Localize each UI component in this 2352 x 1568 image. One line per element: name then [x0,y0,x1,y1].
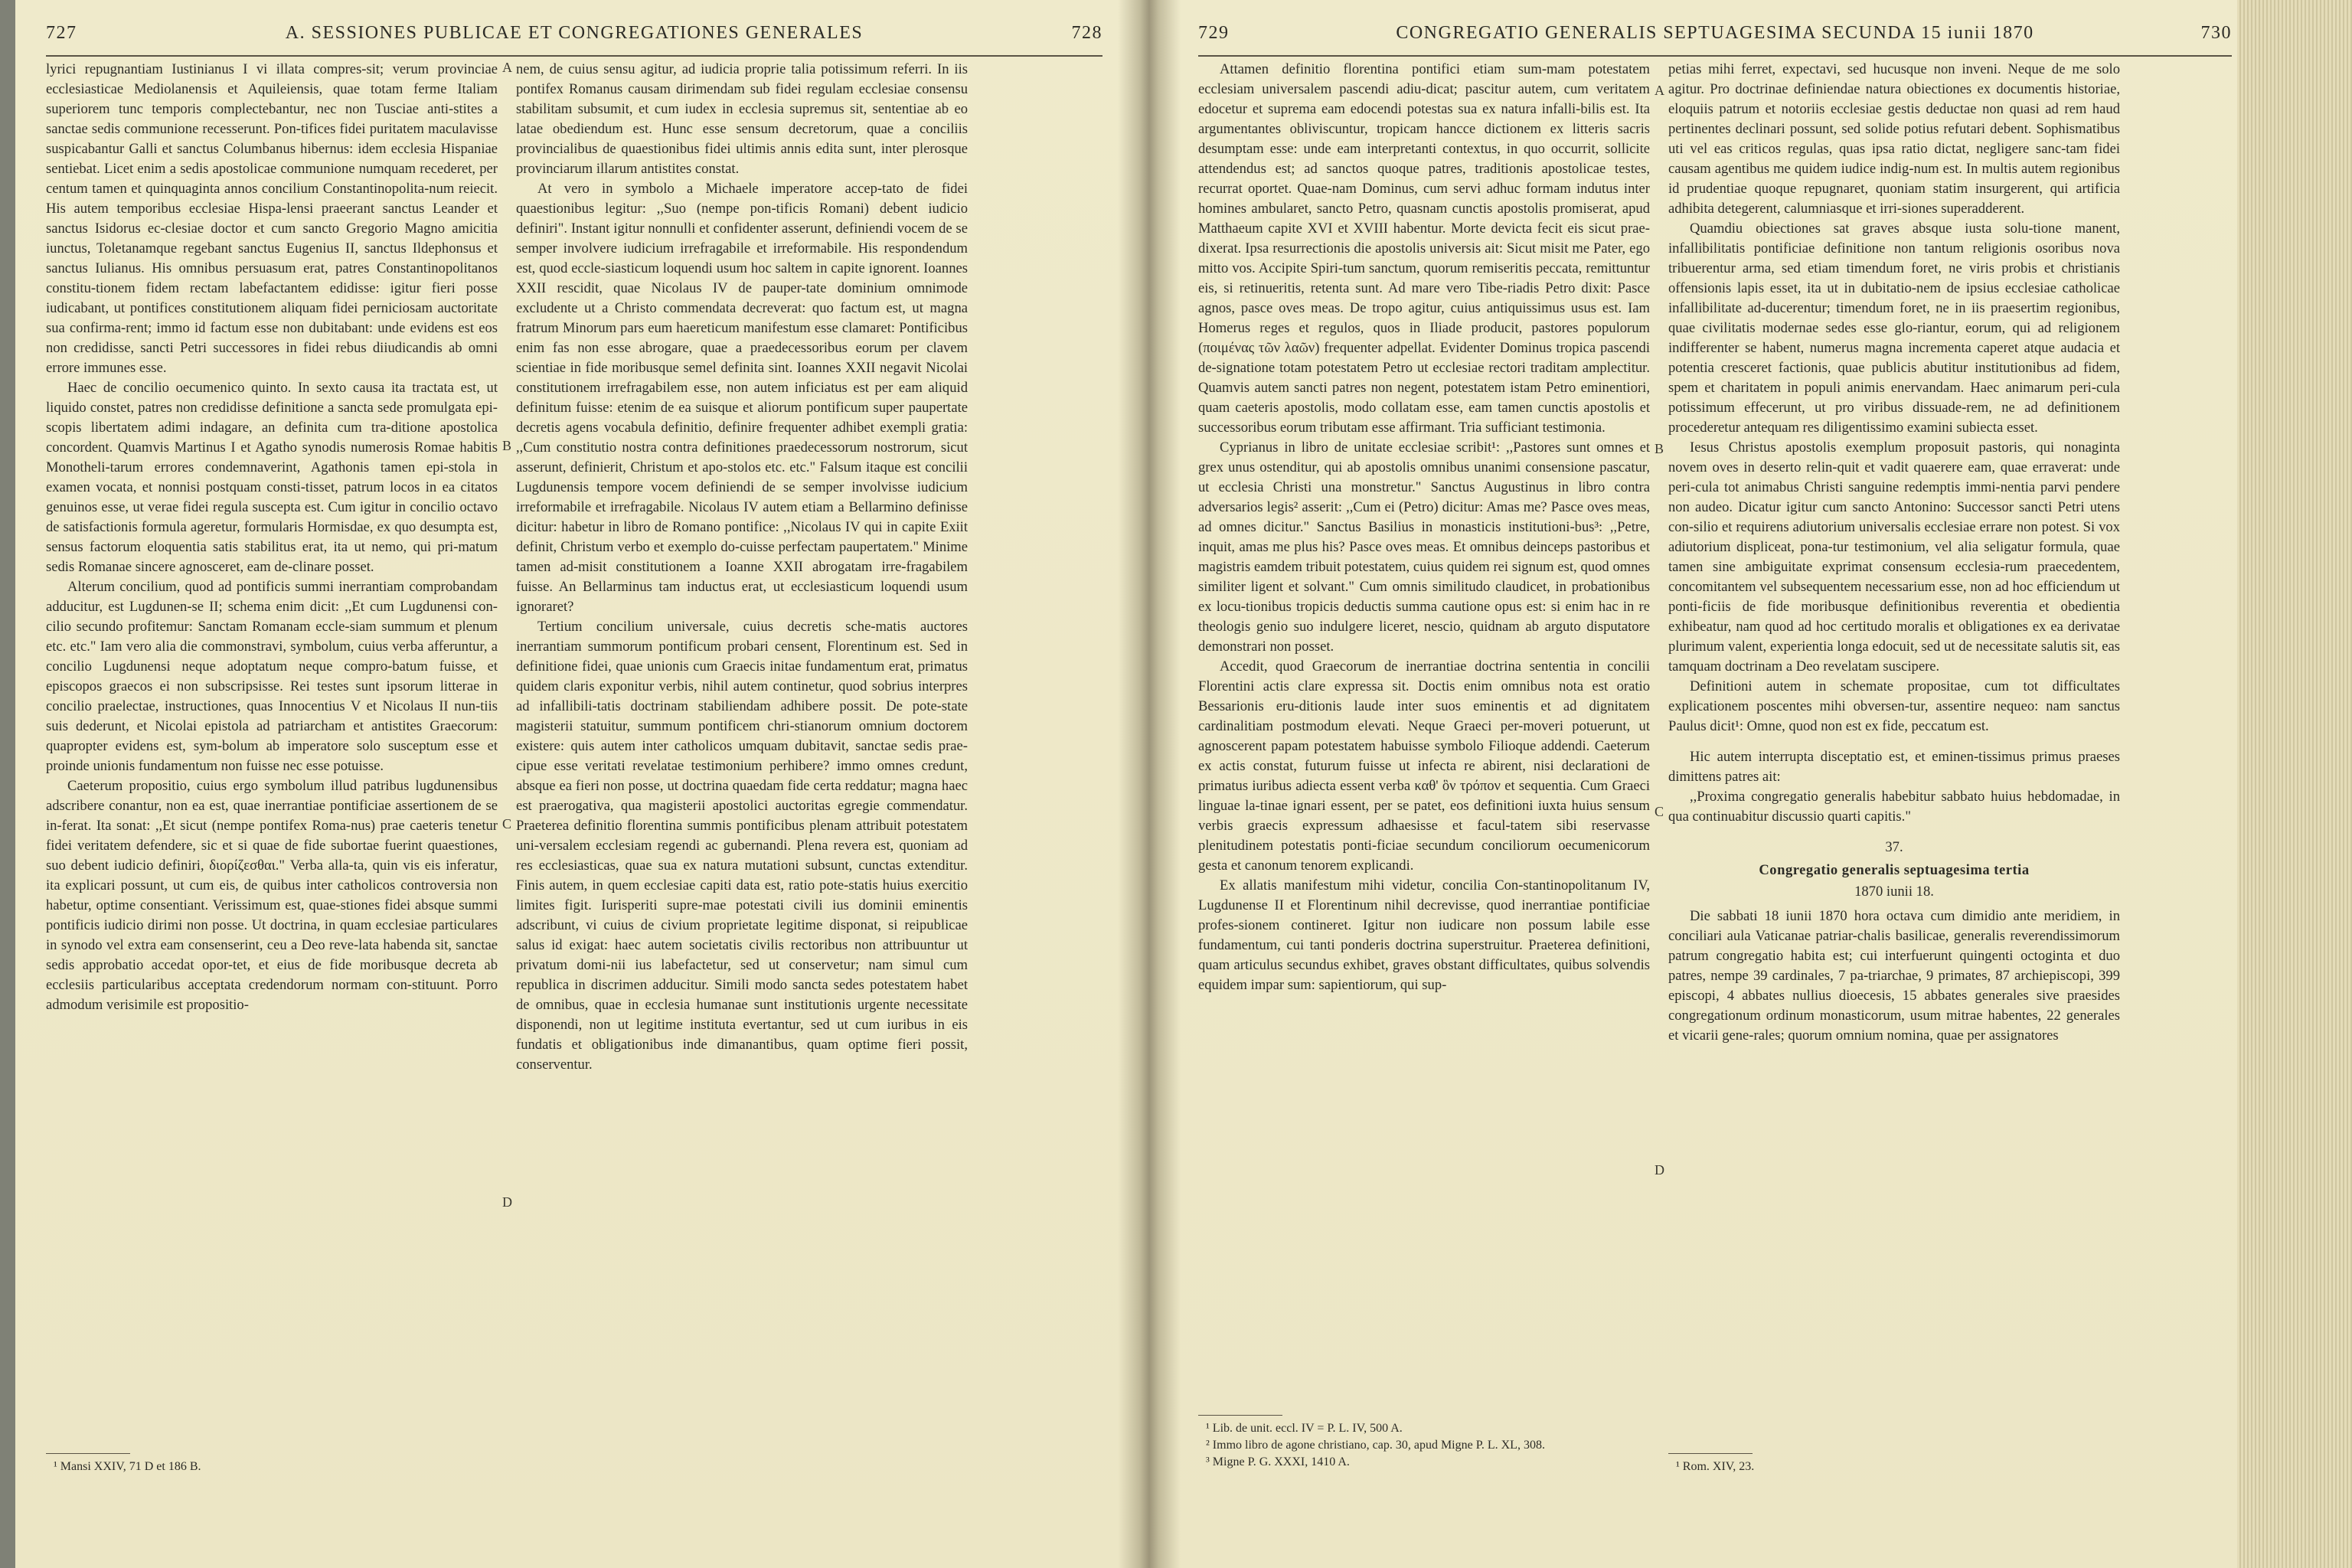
left-page [46,0,1102,1568]
running-title: CONGREGATIO GENERALIS SEPTUAGESIMA SECUNDA 15 iunii 1870 [1396,23,2034,43]
book-spread [15,0,2352,1568]
text-column-1 [46,60,498,1015]
footnote: ¹ Mansi XXIV, 71 D et 186 B. [54,1460,201,1473]
paragraph: petias mihi ferret, expectavi, sed hucusque non inveni. Neque de me solo agitur. Pro doctrinae definiendae natura obiectiones ex documentis historiae, eloquiis patrum et notoriis ecclesiae gestis deductae non quasi ad rem haud pertinentes declinari possunt, sed solide potius refutari debent. Sophismatibus uti vel eas criticos regulas, quas ipsa ratio dictat, negligere sanc-tam fidei causam agentibus me quidem iudice indig-num est. In multis autem regionibus id prudentiae quoque repugnaret, quoniam statim insurgerent, qui artificia adhibita detegerent, calumniasque et irri-siones superadderent. [1668,61,2120,217]
running-head [1198,23,2232,54]
paragraph: Die sabbati 18 iunii 1870 hora octava cum dimidio ante meridiem, in conciliari aula Vaticanae patriar-chalis basilicae, generalis reverendissimorum patrum congregatio habita est; cui interfuerunt quingenti octoginta et duo patres, nempe 39 cardinales, 7 pa-triarchae, 9 primates, 87 archiepiscopi, 399 episcopi, 4 abbates nullius dioecesis, 15 abbates generales sive praesides congregationum ordinum monasticorum, usum mitrae habentes, 22 generales et vicarii gene-rales; quorum omnium nomina, quae per assignatores [1668,908,2120,1044]
footnote: ¹ Lib. de unit. eccl. IV = P. L. IV, 500 A. [1206,1422,1403,1435]
running-head [46,23,1102,54]
paragraph: Cyprianus in libro de unitate ecclesiae scribit¹: ,,Pastores sunt omnes et grex unus ostenditur, qui ab apostolis omnibus unanimi consensione pascatur, ut ecclesia Christi una monstretur." Sanctus Augustinus in libro contra adversarios legis² asserit: ,,Cum ei (Petro) dicitur: Amas me? Pasce oves meas, ad omnes dicitur." Sanctus Basilius in monasticis institutioni-bus³: ,,Petre, inquit, amas me plus his? Pasce oves meas. Et omnibus deinceps pastoribus et magistris eamdem tribuit potestatem, cuius quidem rei signum est, quod omnes similiter ligent et solvant." Cum omnis similitudo claudicet, in probationibus ex locu-tionibus tropicis deductis summa cautione opus est: si enim hac in re theologis genio suo indulgere liceret, nescio, quidnam ab arguto disputatore demonstrari non posset. [1198,439,1650,655]
page-number: 729 [1198,23,1230,43]
margin-letter: C [1655,804,1664,819]
footnote: ² Immo libro de agone christiano, cap. 30, apud Migne P. L. XL, 308. [1206,1439,1545,1452]
text-column-2 [516,60,968,1075]
paragraph: Caeterum propositio, cuius ergo symbolum illud patribus lugdunensibus adscribere conantur, non ea est, quae inerrantiae pontificiae assertionem de se in-ferat. Ita sonat: ,,Et sicut (nempe pontifex Roma-nus) prae caeteris tenetur fidei veritatem defendere, sic et si quae de fide subortae fuerint quaestiones, suo debent iudicio definiri, διορίζεσθαι." Verba alla-ta, quin vis eis inferatur, ita explicari possunt, ut cum eis, de quibus inter catholicos controversia non habetur, optime consentiant. Verissimum est, quae-stiones fidei absque summi pontificis iudicio dirimi non posse. Ut doctrina, in quam ecclesiae particulares in synodo vel extra eam consenserint, ceu a Deo reve-lata habenda sit, sanctae sedis approbatio accedat opor-tet, et eius de fide moribusque decreta ab ecclesiis particularibus acceptata credendorum normam con-stituunt. Porro admodum verisimile est propositio- [46,778,498,1013]
margin-letter: B [1655,441,1664,456]
paragraph: Attamen definitio florentina pontifici etiam sum-mam potestatem ecclesiam universalem pascendi adiu-dicat; pascitur autem, cum veritatem edocetur et suprema eam edocendi potestas sua ex natura infalli-bilis est. Ita argumentantes obliviscuntur, tropicam hancce dictionem ex litteris sacris desumptam esse: unde eam interpretanti contextus, in quo occurrit, sollicite attendendus est; ad sanctos quoque patres, traditionis apostolicae testes, recurrat oportet. Quae-nam Dominus, cum servi adhuc formam indutus inter homines ambularet, sancto Petro, quasnam cunctis apostolis promiserat, apud Matthaeum capite XVI et XVIII habentur. Morte devicta fecit eis sicut prae-dixerat. Ipsa resurrectionis die apostolis universis ait: Sicut misit me Pater, ego mitto vos. Accipite Spiri-tum sanctum, quorum remiseritis peccata, remittuntur eis, si retinueritis, retenta sunt. Ad mare vero Tibe-riadis Petro dixit: Pasce agnos, pasce oves meas. De tropo agitur, cuius antiquissimus usus est. Iam Homerus reges et regulos, quos in Iliade producit, pastores populorum (ποιμένας τῶν λαῶν) frequenter adpellat. Evidenter Dominus tropica pascendi de-signatione totam potestatem Petro ut ecclesiae rectori traditam amplectitur. Quamvis autem sancti patres non negent, potestatem istam Petro eminentiori, quam caeteris apostolis, modo collatam esse, eam tamen cunctis apostolis et successoribus eorum tributam esse affirmant. Tria sufficiant testimonia. [1198,61,1650,436]
paragraph: Alterum concilium, quod ad pontificis summi inerrantiam comprobandam adducitur, est Lugdunen-se II; schema enim dicit: ,,Et cum Lugdunensi con-cilio secundo profitemur: Sanctam Romanam eccle-siam summum et plenum etc. etc." Iam vero alia die commonstravi, symbolum, cuius verba afferuntur, a concilio Lugdunensi neque adoptatum neque compro-batum fuisse, et episcopos graecos ei non subscripsisse. Rei testes sunt ipsorum litterae in concilio praelectae, instructiones, quas Innocentius V et Nicolaus II nun-tiis suis dederunt, et Nicolai epistola ad patriarcham et antistites Graecorum: quapropter evidens est, sym-bolum ab imperatore solo susceptum esse et proinde unionis fundamentum non fuisse nec esse potuisse. [46,579,498,774]
section-date: 1870 iunii 18. [1854,884,1934,900]
text-column-2 [1668,60,2120,1046]
page-number: 728 [1071,23,1102,43]
paragraph: Quamdiu obiectiones sat graves absque iusta solu-tione manent, infallibilitatis pontificiae definitione non tantum religionis osoribus nova tribuerentur arma, sed etiam timendum foret, ne viris probis et christianis offensionis lapis esset, ita ut in dubitatio-nem de ipsius ecclesiae catholicae infallibilitate ad-ducerentur; timendum foret, ne in iis praesertim regionibus, quae civilitatis modernae sedes esse glo-riantur, eorum, qui ad religionem indifferenter se habent, numerus magna incrementa caperet atque audacia et potentia cresceret factionis, quae publicis abutitur institutionibus ad fidem, spem et charitatem in populi animis enervandam. Haec animarum peri-cula potissimum effecerunt, ut pro viribus dissuade-rem, ne ad definitionem procederetur antequam res diligentissimo examini subiecta esset. [1668,220,2120,436]
margin-letter: C [502,816,512,831]
margin-letter: B [502,438,512,453]
paragraph: Definitioni autem in schemate propositae, cum tot difficultates explicationem poscentes mihi obversen-tur, assentire nequeo: nam sanctus Paulus dicit¹: Omne, quod non est ex fide, peccatum est. [1668,678,2120,734]
margin-letter: A [502,60,512,75]
footnote: ³ Migne P. G. XXXI, 1410 A. [1206,1455,1350,1468]
margin-letter: D [1655,1162,1664,1178]
footnotes [1206,1420,1642,1471]
footnote-rule [1668,1453,1753,1454]
section-number: 37. [1885,839,1903,855]
page-edges [2237,0,2352,1568]
section-title: Congregatio generalis septuagesima tertia [1759,862,2030,878]
paragraph: nem, de cuius sensu agitur, ad iudicia proprie talia potissimum referri. In iis pontifex Romanus causam dirimendam sub fidei regulam ecclesiae consensu stabilitam subsumit, et cum iudex in ecclesia supremus sit, sententiae ab eo latae obediendum est. Hunc esse sensum decretorum, quae a conciliis provincialibus de quaestionibus fidei ultimis annis edita sunt, inter plerosque provinciarum illarum antistites constat. [516,61,968,177]
margin-letter: A [1655,83,1664,98]
text-column-1 [1198,60,1650,995]
margin-letter: D [502,1194,512,1210]
page-number: 730 [2200,23,2232,43]
paragraph: Tertium concilium universale, cuius decretis sche-matis auctores inerrantiam summorum pontificum probari censent, Florentinum est. Sed in definitione fidei, quae unionis cum Graecis initae fundamentum erat, primatus quidem claris exponitur verbis, nihil autem continetur, quod sobrius interpres ad infallibili-tatis doctrinam stabiliendam adhibere possit. De pote-state magisterii statuitur, summum pontificem chri-stianorum omnium doctorem existere: quis autem inter catholicos umquam dubitavit, sanctae sedis prae-cipue esse veritati revelatae testimonium perhibere? immo omnes credunt, absque ea fieri non posse, ut doctrina quaedam fide certa reddatur; magna haec est praerogativa, qua magisterii apostolici auctoritas egregie commendatur. Praeterea definitio florentina summis pontificibus plenam attribuit potestatem uni-versalem ecclesiam regendi ac gubernandi. Plena revera est, quoniam ad res ecclesiasticas, quae sua ex natura mutationi subsunt, cunctas extenditur. Finis autem, in quem ecclesiae capiti data est, ratio pote-statis huius exercitio limites figit. Iurisperiti supre-mae potestati civili ius dominii eminentis adscribunt, vi cuius de civium proprietate legitime disponat, si reipublicae salus id exigat: haec autem societatis civilis rectoribus non attribuuntur ut privatum domi-nii ius labefactetur, sed ut conservetur; nam simul cum republica in discrimen adducitur. Simili modo sancta sedes potestatem habet de omnibus, quae in ecclesia humanae sunt institutionis urgente necessitate disponendi, non ut legitime instituta evertantur, sed ut cum iuribus in eis fundatis et obligationibus inde dimanantibus, quam optime fieri possit, conserventur. [516,619,968,1073]
page-number: 727 [46,23,77,43]
paragraph: Hic autem interrupta disceptatio est, et eminen-tissimus primus praeses dimittens patres ait: [1668,749,2120,785]
paragraph: ,,Proxima congregatio generalis habebitur sabbato huius hebdomadae, in qua continuabitur discussio quarti capitis." [1668,789,2120,825]
book-gutter [1118,0,1181,1568]
right-page [1198,0,2232,1568]
footnote: ¹ Rom. XIV, 23. [1676,1460,1755,1473]
header-rule [1198,55,2232,57]
paragraph: Accedit, quod Graecorum de inerrantiae doctrina sententia in concilii Florentini actis clare expressa sit. Doctis enim omnibus nota est oratio Bessarionis eru-ditionis laude inter suos eminentis et ad dignitatem cardinalitiam postmodum elevati. Neque Graeci per-moveri potuerunt, ut agnoscerent papam potestatem habuisse symbolo Filioque addendi. Caeterum ex actis constat, futurum fuisse ut infecta re abirent, nisi declarationi de primatus iuribus adiecta essent verba καθ' ὃν τρόπον et sequentia. Cum Graeci linguae la-tinae ignari essent, per se patet, eos definitioni iuxta huius sensum verbis graecis expressum adhaesisse et facul-tatem sibi reservasse plenitudinem potestatis ponti-ficiae secundum conciliorum oecumenicorum gesta et canonum tenorem explicandi. [1198,658,1650,874]
paragraph: Ex allatis manifestum mihi videtur, concilia Con-stantinopolitanum IV, Lugdunense II et Florentinum nihil decrevisse, quod inerrantiae pontificiae profes-sionem contineret. Igitur non iudicare non possum labile esse fundamentum, cui tanti ponderis doctrina superstruitur. Praeterea definitioni, quam articulus secundus exhibet, graves obstant difficultates, quibus solvendis equidem impar sum: sapientiorum, qui sup- [1198,877,1650,993]
footnote-rule [46,1453,130,1454]
paragraph: At vero in symbolo a Michaele imperatore accep-tato de fidei quaestionibus legitur: ,,Suo (nempe pon-tificis Romani) debent iudicio definiri". Instant igitur nonnulli et confidenter asserunt, definiendi vocem de se semper involvere iudicium irrefragabile et irreformabile. His respondendum est, quod eccle-siasticum loquendi usum hoc saltem in capite ignorent. Ioannes XXII rescidit, quae Nicolaus IV de pauper-tate dominium omnimode excludente ut a Christo commendata decreverat: quo factum est, ut magna fratrum Minorum pars eum haereticum manifestum esse clamaret: Pontificibus enim fas non esse abrogare, quae a praedecessoribus eorum per clavem scientiae in fide moribusque semel definita sint. Ioannes XXII negavit Nicolai constitutionem irrefragabilem esse, non autem inficiatus est per eam aliquid definitum fuisse: etenim de ea suisque et aliorum pontificum super paupertate decretis agens vocabula definitio, definire frequenter adhibet exempli gratia: ,,Cum constitutio nostra contra definitiones praedecessorum nostrorum, sicut asserunt, definierit, Christum et apo-stolos etc. etc." Falsum itaque est concilii Lugdunensis tempore vocem definiendi de se semper involvisse iudicium irreformabile et irrefragabile. Nicolaus IV autem etiam a Bellarmino definisse dicitur: habetur in libro de Romano pontifice: ,,Nicolaus IV qui in capite Exiit definit, Christum verbo et exemplo do-cuisse perfectam paupertatem." Minime tamen ad-misit constitutionem a Ioanne XXII abrogatam irre-fragabilem fuisse. An Bellarminus tam inductus erat, ut ecclesiasticum loquendi usum ignoraret? [516,181,968,615]
footnote-rule [1198,1415,1282,1416]
header-rule [46,55,1102,57]
paragraph: Iesus Christus apostolis exemplum proposuit pastoris, qui nonaginta novem oves in deserto relin-quit et vadit quaerere eam, quae erraverat: unde peri-cula tot animabus Christi sanguine redemptis immi-nentia parvi pendere non audeo. Dicatur igitur cum sancto Antonino: Successor sancti Petri utens con-silio et requirens adiutorium universalis ecclesiae errare non potest. Si vox adiutorium displiceat, pona-tur testimonium, vel alia seligatur formula, quae tamen sine ambiguitate exprimat consensum ecclesia-rum praecedentem, concomitantem vel subsequentem necessarium esse, non ad hoc efficiendum ut ponti-ficiis de fide moribusque definitionibus reverentia et obedientia exhibeatur, nam quod ad hoc certitudo moralis et obligationes ex ea derivatae plurimum valent, experientia longa edocuit, sed ut de necessitate salutis sit, eas tamquam doctrinam a Deo revelatam suscipere. [1668,439,2120,675]
running-title: A. SESSIONES PUBLICAE ET CONGREGATIONES GENERALES [285,23,864,43]
paragraph: Haec de concilio oecumenico quinto. In sexto causa ita tractata est, ut liquido constet, patres non credidisse definitione a sancta sede promulgata epi-scopis libertatem adimi indagare, an definita cum tra-ditione apostolica concordent. Quamvis Martinus I et Agatho synodis numerosis Romae habitis Monotheli-tarum errores condemnaverint, Agathonis tamen epi-stola in examen vocata, et nonnisi postquam consti-tisset, patrum locos in ea citatos genuinos esse, ut verae fidei regula suscepta est. Cum igitur in concilio octavo de satisfactionis formula ageretur, formularis Hormisdae, ex quo desumpta est, sensus factorum eloquentia satis stabilitus erat, ita ut nemo, qui pri-matum sedis Romanae sincere agnosceret, eam de-clinare posset. [46,380,498,575]
paragraph: lyrici repugnantiam Iustinianus I vi illata compres-sit; verum provinciae ecclesiasticae Mediolanensis et Aquileiensis, quae totam ferme Italiam superiorem tunc temporis complectebantur, nec non Tusciae anti-stites a sanctae sedis communione recesserunt. Pon-tifices fidei puritatem maculavisse suspicabantur Galli et sanctus Columbanus hibernus: idem ecclesia Hispaniae sentiebat. Licet enim a sedis apostolicae communione numquam recederet, per centum tamen et quinquaginta annos concilium Constantinopolita-num reiecit. His autem temporibus ecclesiae Hispa-lensi praeerant sanctus Leander et sanctus Isidorus ec-clesiae doctor et cum sancto Gregorio Magno amicitia iunctus, Toletanamque regebant sanctus Eugenius II, sanctus Ildephonsus et sanctus Iulianus. His omnibus persuasum erat, patres Constantinopolitanos constitu-tionem fidem rectam labefactantem edidisse: igitur fieri posse iudicabant, ut pontifices constitutionem aliquam fidei perniciosam auctoritate sua confirma-rent; immo id factum esse non dubitabant: unde evidens est eos non credidisse, sancti Petri successores in fidei rebus diiudicandis ab omni errore immunes esse. [46,61,498,376]
